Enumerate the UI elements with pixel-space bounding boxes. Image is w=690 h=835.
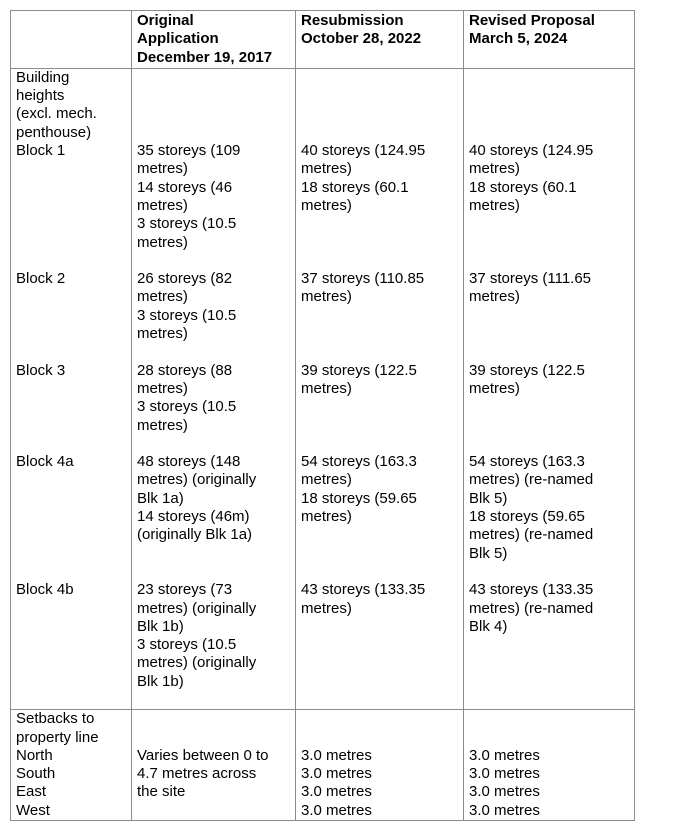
cell-line: metres) (137, 288, 188, 306)
block-label: Block 4b (16, 581, 74, 599)
heights-label-empty-cell (296, 68, 464, 142)
cell-line: 28 storeys (88 (137, 361, 233, 379)
block-resubmission (296, 581, 464, 710)
block-resubmission (296, 142, 464, 270)
cell-line: 37 storeys (111.65 (469, 270, 592, 288)
block-name (11, 270, 132, 361)
building-heights-section (11, 68, 635, 709)
block-original (132, 270, 296, 361)
block-resubmission (296, 362, 464, 453)
cell-line: metres) (re-named (469, 471, 594, 489)
cell-line: metres) (301, 599, 352, 617)
setbacks-resubmission: 3.0 metres 3.0 metres 3.0 metres 3.0 metres (296, 710, 464, 821)
block-name (11, 362, 132, 453)
header-revised-proposal (464, 11, 635, 69)
cell-line: Blk 1b) (137, 617, 184, 635)
cell-line: heights (16, 87, 65, 105)
block-revised (464, 270, 635, 361)
cell-line: Blk 1b) (137, 672, 184, 690)
heights-label-empty-cell (464, 68, 635, 142)
cell-line: metres) (301, 508, 352, 526)
heights-label-row (11, 68, 635, 142)
cell-line: penthouse) (16, 123, 92, 141)
block-row (11, 581, 635, 710)
block-label: Block 3 (16, 361, 66, 379)
header-original-application (132, 11, 296, 69)
cell-line: 37 storeys (110.85 (301, 270, 425, 288)
block-row (11, 362, 635, 453)
setbacks-row (11, 710, 635, 821)
block-original (132, 581, 296, 710)
cell-line: Blk 5) (469, 544, 508, 562)
heights-label (11, 68, 132, 142)
cell-line: 3 storeys (10.5 (137, 215, 237, 233)
cell-line: 3 storeys (10.5 (137, 306, 237, 324)
cell-line: 23 storeys (73 (137, 581, 233, 599)
block-revised (464, 362, 635, 453)
block-label: Block 4a (16, 453, 74, 471)
block-name (11, 453, 132, 581)
cell-line: 18 storeys (59.65 (301, 489, 417, 507)
cell-line: metres) (re-named (469, 599, 594, 617)
setbacks-label: Setbacks to property line North South East West (11, 710, 132, 821)
cell-line: metres) (137, 196, 188, 214)
cell-line: 43 storeys (133.35 (469, 581, 594, 599)
block-label: Block 2 (16, 270, 66, 288)
cell-line: March 5, 2024 (469, 30, 568, 48)
cell-line: 40 storeys (124.95 (301, 142, 426, 160)
cell-line: metres) (originally (137, 654, 257, 672)
cell-line: 39 storeys (122.5 (301, 361, 417, 379)
cell-line: metres) (301, 160, 352, 178)
header-blank-cell (11, 11, 132, 69)
cell-line: metres) (469, 379, 520, 397)
block-original (132, 142, 296, 270)
building-comparison-table (10, 10, 635, 821)
cell-line: Original (137, 12, 194, 29)
cell-line: metres) (137, 379, 188, 397)
block-revised (464, 142, 635, 270)
cell-line: 3 storeys (10.5 (137, 398, 237, 416)
cell-line: metres) (301, 379, 352, 397)
cell-line: Blk 5) (469, 489, 508, 507)
block-row (11, 142, 635, 270)
cell-line: metres) (originally (137, 599, 257, 617)
cell-line: 18 storeys (60.1 (301, 178, 409, 196)
block-label: Block 1 (16, 142, 66, 160)
cell-line: metres) (137, 160, 188, 178)
cell-line: Revised Proposal (469, 12, 595, 29)
cell-line: metres) (469, 196, 520, 214)
cell-line: 35 storeys (109 (137, 142, 241, 160)
cell-line: metres) (137, 233, 188, 251)
cell-line: metres) (137, 325, 188, 343)
cell-line: (originally Blk 1a) (137, 526, 253, 544)
block-resubmission (296, 270, 464, 361)
cell-line: Building (16, 68, 70, 86)
cell-line: 39 storeys (122.5 (469, 361, 585, 379)
cell-line: 54 storeys (163.3 (469, 453, 585, 471)
block-row (11, 453, 635, 581)
cell-line: 54 storeys (163.3 (301, 453, 417, 471)
cell-line: metres) (301, 196, 352, 214)
cell-line: Blk 1a) (137, 489, 184, 507)
cell-line: metres) (301, 471, 352, 489)
cell-line: October 28, 2022 (301, 30, 422, 48)
cell-line: 26 storeys (82 (137, 270, 233, 288)
cell-line: December 19, 2017 (137, 48, 273, 66)
cell-line: 18 storeys (60.1 (469, 178, 577, 196)
cell-line: metres) (469, 160, 520, 178)
cell-line: 43 storeys (133.35 (301, 581, 426, 599)
block-name (11, 142, 132, 270)
cell-line: 40 storeys (124.95 (469, 142, 594, 160)
cell-line: 18 storeys (59.65 (469, 508, 585, 526)
header-resubmission (296, 11, 464, 69)
cell-line: metres) (301, 288, 352, 306)
block-resubmission (296, 453, 464, 581)
cell-line: 14 storeys (46 (137, 178, 233, 196)
heights-label-empty-cell (132, 68, 296, 142)
cell-line: metres) (re-named (469, 526, 594, 544)
cell-line: 3 storeys (10.5 (137, 636, 237, 654)
cell-line: metres) (originally (137, 471, 257, 489)
block-revised (464, 453, 635, 581)
block-name (11, 581, 132, 710)
block-original (132, 453, 296, 581)
cell-line: Blk 4) (469, 617, 508, 635)
cell-line: Application (137, 30, 219, 48)
header-row (11, 11, 635, 69)
cell-line: metres) (469, 288, 520, 306)
block-original (132, 362, 296, 453)
block-revised (464, 581, 635, 710)
cell-line: 48 storeys (148 (137, 453, 241, 471)
cell-line: (excl. mech. (16, 105, 97, 123)
setbacks-revised: 3.0 metres 3.0 metres 3.0 metres 3.0 metres (464, 710, 635, 821)
cell-line: Resubmission (301, 12, 404, 29)
block-row (11, 270, 635, 361)
cell-line: metres) (137, 416, 188, 434)
cell-line: 14 storeys (46m) (137, 508, 250, 526)
setbacks-original: Varies between 0 to 4.7 metres across the site (132, 710, 296, 821)
